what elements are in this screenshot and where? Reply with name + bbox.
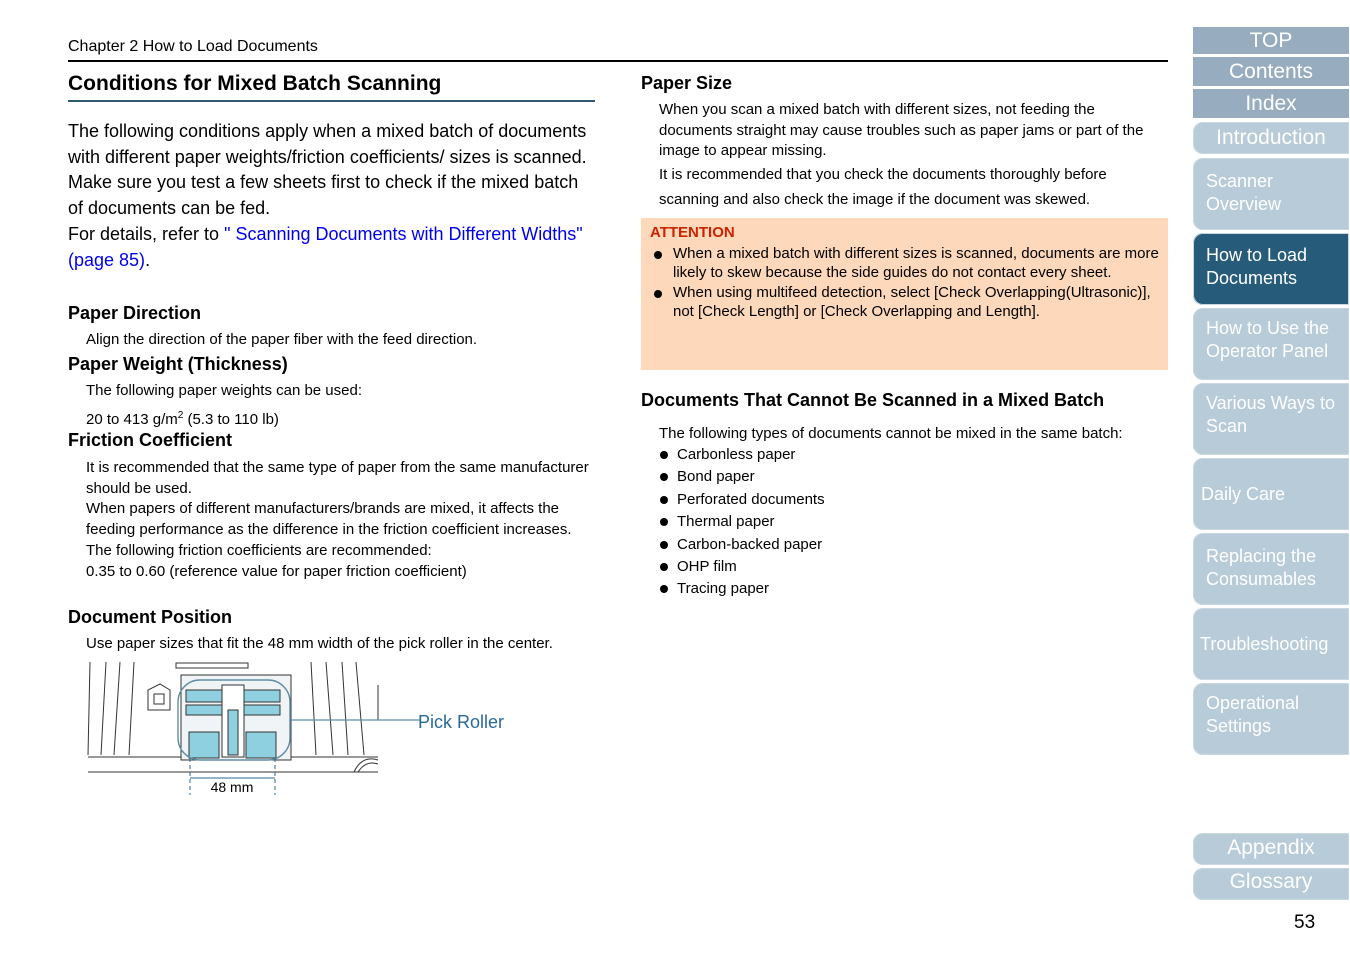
- cannot-mix-list: [659, 444, 825, 601]
- nav-tab-replacing-consumables[interactable]: Replacing the Consumables: [1193, 533, 1349, 605]
- nav-tab-scanner-overview[interactable]: Scanner Overview: [1193, 158, 1349, 230]
- list-item: Perforated documents: [659, 489, 825, 511]
- nav-tab-operator-panel[interactable]: How to Use the Operator Panel: [1193, 308, 1349, 380]
- friction-paragraph-3: The following friction coefficients are recommended:: [86, 541, 432, 559]
- friction-paragraph-1: It is recommended that the same type of paper from the same manufacturer should be used.: [86, 459, 589, 497]
- nav-tab-daily-care[interactable]: Daily Care: [1193, 458, 1349, 530]
- paper-weight-range-sup: 2: [177, 409, 184, 421]
- callout-label: Pick Roller: [418, 712, 505, 732]
- friction-paragraph-2: When papers of different manufacturers/brands are mixed, it affects the feeding performance as the difference in the friction coefficient increases.: [86, 500, 572, 539]
- paper-direction-text: Align the direction of the paper fiber with the feed direction.: [86, 331, 478, 348]
- paper-direction-heading: Paper Direction: [68, 303, 202, 323]
- intro-refer-prefix: For details, refer to: [68, 223, 225, 244]
- pick-roller-diagram: [86, 660, 526, 800]
- chapter-header: Chapter 2 How to Load Documents: [68, 38, 318, 55]
- nav-tab-operational-settings[interactable]: Operational Settings: [1193, 683, 1349, 755]
- paper-weight-intro: The following paper weights can be used:: [86, 382, 363, 399]
- paper-size-paragraph-2: It is recommended that you check the documents thoroughly before scanning and also check the image if the document was skewed.: [659, 166, 1107, 209]
- attention-item: When a mixed batch with different sizes is scanned, documents are more likely to skew because the side guides do not contact every sheet.: [641, 244, 1161, 283]
- attention-box: [641, 218, 1168, 370]
- cannot-mix-intro: The following types of documents cannot be mixed in the same batch:: [659, 425, 1123, 442]
- nav-tab-glossary[interactable]: Glossary: [1193, 868, 1349, 900]
- list-item: Carbon-backed paper: [659, 534, 825, 556]
- section-title-underline: [68, 100, 595, 102]
- list-item: OHP film: [659, 556, 825, 578]
- list-item: Tracing paper: [659, 578, 825, 600]
- paper-weight-range-suffix: (5.3 to 110 lb): [183, 410, 279, 428]
- nav-tab-appendix[interactable]: Appendix: [1193, 833, 1349, 865]
- friction-text: [86, 458, 596, 582]
- dimension-label: 48 mm: [210, 779, 254, 795]
- page-number: 53: [1294, 912, 1316, 933]
- attention-list: [641, 244, 1161, 322]
- paper-weight-text: [86, 381, 596, 430]
- list-item: Carbonless paper: [659, 444, 825, 466]
- intro-paragraph-2: Make sure you test a few sheets first to check if the mixed batch of documents can be fed.: [68, 172, 579, 219]
- nav-tab-introduction[interactable]: Introduction: [1193, 122, 1349, 154]
- scanning-different-widths-link[interactable]: " Scanning Documents with Different Widths" (page 85): [68, 223, 583, 270]
- intro-paragraph-1: The following conditions apply when a mixed batch of documents with different paper weights/friction coefficients/ sizes is scanned.: [68, 121, 587, 167]
- paper-weight-range: [86, 406, 596, 431]
- attention-title: ATTENTION: [650, 224, 735, 241]
- intro-text: [68, 119, 588, 273]
- pick-roller-icon: [178, 675, 291, 760]
- nav-index-button[interactable]: Index: [1193, 89, 1349, 118]
- header-rule: [68, 60, 1168, 62]
- cannot-mix-heading: Documents That Cannot Be Scanned in a Mixed Batch: [641, 390, 1105, 410]
- nav-tab-how-to-load[interactable]: How to Load Documents: [1193, 233, 1349, 305]
- nav-contents-button[interactable]: Contents: [1193, 57, 1349, 86]
- intro-paragraph-3: [68, 222, 588, 273]
- paper-weight-range-prefix: 20 to 413 g/m: [86, 410, 178, 428]
- document-position-heading: Document Position: [68, 607, 233, 627]
- nav-tab-various-ways[interactable]: Various Ways to Scan: [1193, 383, 1349, 455]
- nav-tab-troubleshooting[interactable]: Troubleshooting: [1193, 608, 1349, 680]
- friction-paragraph-4: 0.35 to 0.60 (reference value for paper friction coefficient): [86, 562, 467, 580]
- attention-item: When using multifeed detection, select [Check Overlapping(Ultrasonic)], not [Check Length] or [Check Overlapping and Length].: [641, 283, 1161, 322]
- nav-top-button[interactable]: TOP: [1193, 27, 1349, 54]
- friction-heading: Friction Coefficient: [68, 430, 233, 450]
- paper-size-heading: Paper Size: [641, 73, 733, 93]
- paper-weight-heading: Paper Weight (Thickness): [68, 354, 288, 374]
- list-item: Bond paper: [659, 466, 825, 488]
- paper-size-paragraph-1: When you scan a mixed batch with different sizes, not feeding the documents straight may cause troubles such as paper jams or part of the image to appear missing.: [659, 101, 1144, 160]
- list-item: Thermal paper: [659, 511, 825, 533]
- paper-size-text: [659, 100, 1159, 212]
- document-position-text: Use paper sizes that fit the 48 mm width of the pick roller in the center.: [86, 635, 553, 652]
- section-title: Conditions for Mixed Batch Scanning: [68, 72, 442, 95]
- intro-refer-suffix: .: [145, 249, 151, 270]
